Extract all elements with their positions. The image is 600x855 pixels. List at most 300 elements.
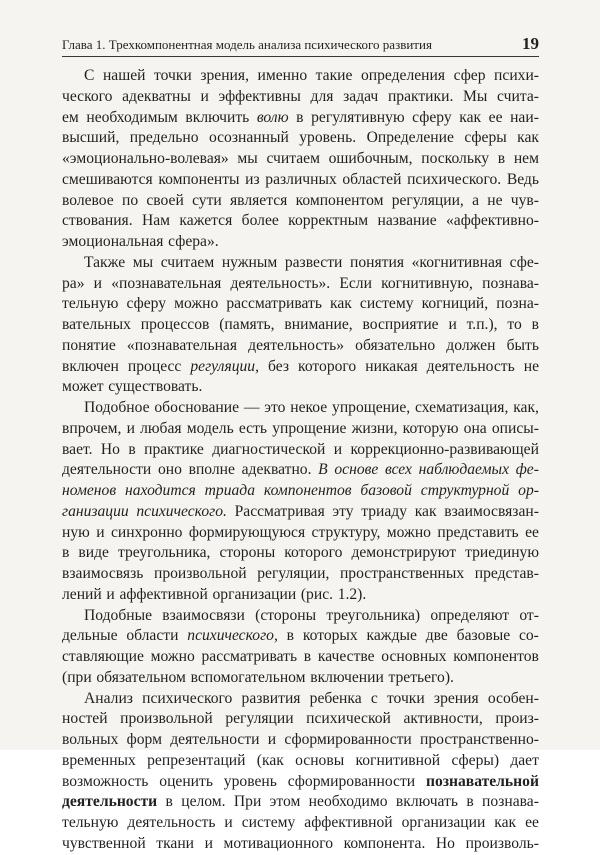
word: качестве [317,648,375,665]
word: понятие [62,336,116,354]
text-line [62,834,539,855]
word: от- [519,606,539,624]
text-line [62,191,539,212]
word: чувственной [62,834,146,852]
word: области [126,627,179,645]
word: «когнитивная [411,253,503,271]
word: считаем [266,150,320,167]
word: ор- [518,482,539,499]
word: задач [343,87,379,105]
word: можно [150,648,195,665]
word: компонентов [453,648,539,665]
word: основе [334,461,379,479]
word: более [241,212,279,230]
word: ее [488,108,503,126]
word: ее [525,523,539,541]
word: деятельность». [230,274,331,292]
word: не [487,191,503,209]
word: психического. [136,502,227,520]
text-line [62,813,539,834]
word: нужным [221,253,278,271]
text-line [62,336,539,357]
word: психи- [494,67,539,84]
word: в [466,793,474,811]
word: именно [257,67,308,84]
word: жизни, [351,419,398,437]
text-line [62,502,539,523]
word: вает. [62,440,93,458]
word: определяют [430,606,510,624]
word: Определение [366,129,454,147]
word: мы [132,253,154,271]
word: произвольной [153,565,247,582]
word: в [296,108,304,126]
word: наблюдаемых [418,461,510,479]
word: поскольку [421,150,490,167]
word: активности, [403,710,483,728]
word: деятельность [426,357,515,375]
text-line [62,274,539,295]
text-line [62,149,539,170]
word: временных [62,751,136,769]
text-line [62,730,539,751]
word: предельно [129,129,199,147]
word: из [245,170,260,188]
text-line [62,232,539,253]
word: в [62,544,70,562]
word: вательных [62,316,131,333]
word: как [330,295,352,313]
text-line [62,440,539,461]
word: особен- [487,689,539,707]
word: ткани [156,834,195,852]
chapter-title: Глава 1. Трехкомпонентная модель анализа психического развития [62,37,432,52]
word: и [200,87,209,105]
word: ра» [62,274,85,292]
text-line [62,87,539,108]
word: дельные [62,627,118,645]
word: точки [386,689,425,707]
word: обоснование [154,399,240,416]
word: структуру, [311,523,381,541]
word: название [377,212,437,230]
word: представить [437,523,519,541]
word: как [459,108,482,126]
word: и [224,814,233,831]
word: без [268,357,290,375]
word: включении [310,668,384,686]
word: это [264,399,286,416]
word: волевое [62,191,114,209]
word: включать [395,793,458,811]
word: своей [146,191,184,209]
word: и [93,274,103,292]
word: фе- [515,461,539,479]
word: В [318,461,328,479]
word: позна- [496,295,539,313]
word: формирующуюся [188,523,306,541]
word: является [230,191,288,209]
word: рассматривать [201,648,298,665]
word: сформированности [284,731,412,748]
word: ошибочным, [328,150,413,167]
word: со- [518,627,539,645]
word: пространственно- [420,731,539,748]
word: как [517,129,539,147]
word: (память, [219,316,275,333]
word: организации [401,814,486,831]
text-line [62,481,539,502]
word: дает [510,751,539,769]
word: Но [100,440,120,458]
word: в [303,648,312,665]
word: которого [298,357,357,375]
word: Подобное [84,399,150,416]
word: практики. [387,87,454,105]
word: регуляции, [391,191,464,209]
word: компонента. [343,834,426,852]
text-line [62,315,539,336]
word: треугольника, [117,544,211,562]
word: произ- [495,710,539,728]
word: вспомогательном [190,668,306,686]
word: ческого [62,87,113,105]
word: ребенка [309,689,362,707]
word: для [310,87,334,105]
word: можно [386,523,431,541]
word: ганизации [62,502,129,520]
word: произвольной [120,710,213,728]
word: — [243,399,260,416]
word: с [370,689,378,707]
word: ностей [62,710,108,728]
word: целом. [181,793,226,811]
word: эту [332,502,354,520]
word: и [96,523,105,541]
word: корректным [288,212,369,230]
word: Анализ [84,689,133,707]
word: как [494,814,517,831]
word: психического. [407,170,502,188]
word: компонентом [295,191,384,209]
word: описы- [491,419,539,437]
word: необходимым [86,108,178,126]
word: лений [62,585,102,603]
text-line [62,585,539,606]
word: основных [381,648,447,665]
word: психического, [187,627,278,645]
word: не [523,357,539,375]
text-line [62,108,539,129]
word: организации [212,585,297,603]
word: нем [513,150,539,167]
word: оценить [159,772,213,790]
word: быть [506,336,539,354]
text-line [62,523,539,544]
word: внимание, [284,316,353,333]
word: третьего). [388,668,454,686]
word: произволь- [465,834,539,852]
word: ее [525,814,539,831]
word: когниций, [421,295,489,313]
word: уровень [223,772,277,790]
word: тельную [62,295,119,313]
text-line [62,606,539,627]
word: процессов [140,316,210,333]
word: адекватны [122,87,191,105]
word: оно [157,461,182,479]
word: развести [284,253,343,271]
word: различных [265,170,337,188]
word: включен [62,357,119,375]
word: сферы) [451,751,500,769]
text-line [62,357,539,378]
word: демонстрируют [351,544,457,562]
text-line [62,647,539,668]
word: как [414,502,437,520]
word: зрения, [200,67,249,84]
text-line [62,128,539,149]
word: кажется [179,212,233,230]
word: нашей [102,67,146,84]
text-line [62,668,539,689]
word: которую [402,419,459,437]
word: сфе- [509,253,539,271]
word: возможность [62,772,149,790]
word: и [333,440,343,458]
word: по [121,191,139,209]
word: синхронно [110,523,183,541]
text-line [62,66,539,87]
word: регуляции [225,710,294,728]
word: такие [315,67,353,84]
word: зрения [433,689,479,707]
word: ставляющие [62,648,144,665]
text-line [62,772,539,793]
word: «познавательная [111,274,222,292]
word: сферу [126,295,167,313]
word: сферы [464,129,507,147]
word: ем [62,108,79,126]
word: когнитивной [355,751,441,769]
word: С [84,67,95,84]
word: и [448,316,457,333]
word: Но [435,834,455,852]
word: взаимосвязи [162,606,245,624]
word: коррекционно-развивающей [350,440,539,458]
text-line [62,253,539,274]
word: Нам [142,212,171,230]
word: которых [302,627,358,645]
word: познава- [482,274,539,292]
word: базовой [360,482,412,499]
word: (рис. [300,585,334,603]
text-line [62,709,539,730]
text-line [62,460,539,481]
word: схематизация, [415,399,509,416]
word: включить [185,108,250,126]
word: которого [284,544,343,562]
word: можно [174,295,219,313]
word: то [507,316,522,333]
word: психического [142,689,233,707]
word: в [531,316,539,333]
word: уровень. [299,129,357,147]
word: любая [140,419,182,437]
word: «эмоционально-волевая» [62,150,229,167]
word: областей [342,170,402,188]
word: развития [241,689,301,707]
text-line [62,543,539,564]
word: две [425,627,448,645]
word: триединую [465,544,539,562]
word: необходимо [308,793,388,811]
text-line [62,377,539,398]
word: аффективной [304,814,393,831]
word: систему [241,814,296,831]
word: должен [446,336,496,354]
word: регулятивную [311,108,405,126]
word: понятия [350,253,404,271]
word: может [62,378,104,396]
word: и [106,585,115,603]
word: она [463,419,487,437]
word: смешиваются [62,170,153,188]
word: упрощение, [332,399,411,416]
text-line [62,751,539,772]
word: представ- [474,565,539,582]
word: компоненты [158,170,240,188]
word: точки [154,67,192,84]
word: наи- [510,108,539,126]
word: треугольника) [326,606,421,624]
word: сути [192,191,222,209]
word: деятельности [62,793,158,811]
word: взаимосвязь [62,565,144,582]
word: При [233,793,262,811]
word: (при [62,668,92,686]
word: «аффективно- [445,212,539,230]
word: модель [186,419,234,437]
word: психической [306,710,391,728]
body-text [62,66,539,855]
word: мы [237,150,258,167]
text-line [62,792,539,813]
word: этом [269,793,301,811]
word: счита- [497,87,539,105]
word: деятельности [62,461,152,479]
word: тельную [62,814,119,831]
word: (как [256,751,284,769]
word: и [204,834,213,852]
word: виде [78,544,109,562]
text-line [62,398,539,419]
word: Подобные [84,606,153,624]
text-line [62,419,539,440]
word: эффективны [218,87,301,105]
word: и [126,419,135,437]
word: триада [204,482,255,499]
word: адекватно. [241,461,312,479]
text-line [62,294,539,315]
word: деятельность [127,814,216,831]
word: вполне [188,461,235,479]
word: Если [339,274,372,292]
word: в [128,440,136,458]
word: Мы [463,87,488,105]
word: осознанный [208,129,289,147]
word: познавательной [425,772,539,790]
word: определения [360,67,446,84]
word: базовые [456,627,511,645]
word: сформированности [287,772,416,790]
word: Ведь [506,170,539,188]
text-line [62,626,539,647]
word: находится [125,482,196,499]
word: систему [359,295,414,313]
word: когнитивную, [381,274,473,292]
word: высший, [62,129,120,147]
word: а [472,191,479,209]
text-line [62,170,539,191]
word: в [286,627,295,645]
word: аффективной [119,585,208,603]
word: сфера». [168,233,219,250]
word: мотивационного [223,834,334,852]
word: считаем [160,253,215,271]
word: пространственных [339,565,465,582]
word: 1.2). [337,585,367,603]
word: триаду [361,502,408,520]
word: эмоциональная [62,233,164,250]
word: и [267,731,277,748]
word: обязательном [96,668,186,686]
word: процесс [127,357,182,375]
word: есть [238,419,268,437]
page-number: 19 [522,34,539,53]
word: чув- [510,191,539,209]
word: структурной [420,482,510,499]
word: обязательно [355,336,436,354]
word: (стороны [255,606,317,624]
word: каждые [366,627,417,645]
word: восприятие [362,316,439,333]
text-line [62,689,539,710]
word: взаимосвязан- [444,502,539,520]
word: рассматривать [226,295,322,313]
word: стороны [219,544,276,562]
running-header [62,34,539,57]
word: сферу [412,108,452,126]
word: ную [62,523,90,541]
word: деятельность» [248,336,345,354]
word: «познавательная [126,336,238,354]
word: репрезентаций [147,751,246,769]
word: деятельности [170,731,260,748]
text-line [62,211,539,232]
word: впрочем, [62,419,122,437]
word: Рассматривая [234,502,325,520]
word: как, [513,399,539,416]
word: ствования. [62,212,133,230]
word: волю [256,108,289,126]
text-line [62,564,539,585]
word: некое [290,399,328,416]
word: форм [126,731,162,748]
word: диагностической [212,440,326,458]
word: регуляции, [190,357,260,375]
word: номенов [62,482,117,499]
